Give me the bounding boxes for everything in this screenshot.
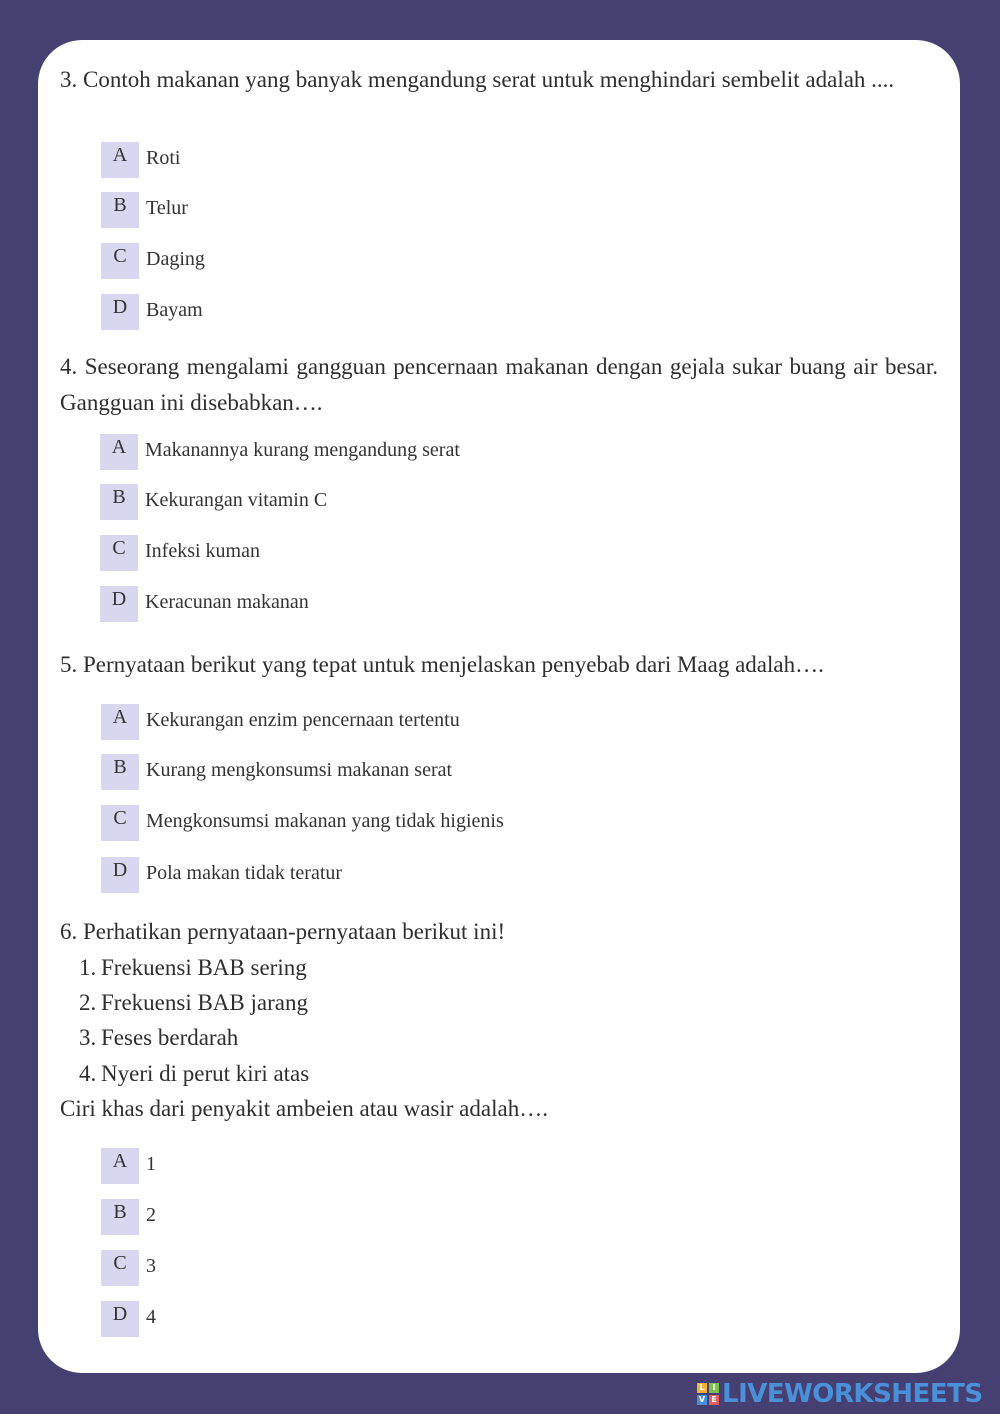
option-label: Mengkonsumsi makanan yang tidak higienis xyxy=(146,809,504,832)
question-5-option-d[interactable] xyxy=(101,857,342,893)
statement-text: Nyeri di perut kiri atas xyxy=(101,1061,310,1086)
question-3-option-d[interactable] xyxy=(101,294,203,330)
logo-text: LIVEWORKSHEETS xyxy=(722,1379,983,1409)
option-letter: A xyxy=(101,704,139,740)
option-label: Telur xyxy=(146,196,188,219)
statement-item xyxy=(79,985,308,1021)
logo-icon xyxy=(697,1383,719,1405)
statement-item xyxy=(79,1020,238,1056)
option-label: Pola makan tidak teratur xyxy=(146,861,343,884)
option-label: Roti xyxy=(146,146,181,169)
option-letter: B xyxy=(101,754,139,790)
question-5-option-b[interactable] xyxy=(101,754,452,790)
option-letter: D xyxy=(101,1301,139,1337)
statement-text: Feses berdarah xyxy=(101,1025,239,1050)
question-6-option-d[interactable] xyxy=(101,1301,156,1337)
question-3-option-a[interactable] xyxy=(101,142,180,178)
option-label: Kurang mengkonsumsi makanan serat xyxy=(146,758,453,781)
logo-letter: V xyxy=(698,1395,706,1404)
option-letter: D xyxy=(100,586,138,622)
option-label: Kekurangan enzim pencernaan tertentu xyxy=(146,708,460,731)
option-letter: C xyxy=(101,805,139,841)
option-label: 1 xyxy=(146,1152,156,1175)
option-letter: A xyxy=(101,142,139,178)
option-label: 3 xyxy=(146,1254,156,1277)
statement-text: Frekuensi BAB jarang xyxy=(101,990,308,1015)
statement-number: 2. xyxy=(79,990,97,1015)
question-5-option-a[interactable] xyxy=(101,704,460,740)
question-4-text: 4. Seseorang mengalami gangguan pencernaan makanan dengan gejala sukar buang air besar. Gangguan ini disebabkan…. xyxy=(60,354,938,415)
question-6-option-b[interactable] xyxy=(101,1199,156,1235)
option-letter: B xyxy=(101,1199,139,1235)
statement-item xyxy=(79,950,307,986)
liveworksheets-logo[interactable] xyxy=(697,1381,983,1407)
question-3-option-c[interactable] xyxy=(101,243,205,279)
option-letter: B xyxy=(100,484,138,520)
option-label: Keracunan makanan xyxy=(145,590,309,613)
question-5-option-c[interactable] xyxy=(101,805,504,841)
statement-text: Frekuensi BAB sering xyxy=(101,955,307,980)
option-letter: A xyxy=(100,434,138,470)
logo-letter: L xyxy=(697,1383,707,1393)
option-letter: D xyxy=(101,857,139,893)
statement-number: 4. xyxy=(79,1061,97,1086)
statement-number: 3. xyxy=(79,1025,97,1050)
option-letter: C xyxy=(101,243,139,279)
option-label: 4 xyxy=(146,1305,156,1328)
question-4-option-a[interactable] xyxy=(100,434,460,470)
option-letter: B xyxy=(101,192,139,228)
option-letter: A xyxy=(101,1148,139,1184)
option-label: Makanannya kurang mengandung serat xyxy=(145,438,460,461)
question-3-option-b[interactable] xyxy=(101,192,188,228)
question-3-text: 3. Contoh makanan yang banyak mengandung serat untuk menghindari sembelit adalah .... xyxy=(60,67,895,92)
question-6-text: 6. Perhatikan pernyataan-pernyataan berikut ini! xyxy=(60,919,506,944)
option-letter: D xyxy=(101,294,139,330)
option-label: Kekurangan vitamin C xyxy=(145,488,328,511)
option-label: Bayam xyxy=(146,298,203,321)
statement-item xyxy=(79,1056,309,1092)
option-letter: C xyxy=(100,535,138,571)
question-6-option-c[interactable] xyxy=(101,1250,156,1286)
logo-letter: I xyxy=(709,1383,719,1393)
statement-number: 1. xyxy=(79,955,97,980)
question-6-prompt: Ciri khas dari penyakit ambeien atau wasir adalah…. xyxy=(60,1096,548,1121)
question-4-option-c[interactable] xyxy=(100,535,260,571)
logo-letter: E xyxy=(709,1395,719,1405)
option-label: Daging xyxy=(146,247,205,270)
option-label: Infeksi kuman xyxy=(145,539,260,562)
question-4-option-d[interactable] xyxy=(100,586,309,622)
option-letter: C xyxy=(101,1250,139,1286)
question-5-text: 5. Pernyataan berikut yang tepat untuk menjelaskan penyebab dari Maag adalah…. xyxy=(60,652,824,677)
option-label: 2 xyxy=(146,1203,156,1226)
question-6-option-a[interactable] xyxy=(101,1148,156,1184)
question-4-option-b[interactable] xyxy=(100,484,327,520)
